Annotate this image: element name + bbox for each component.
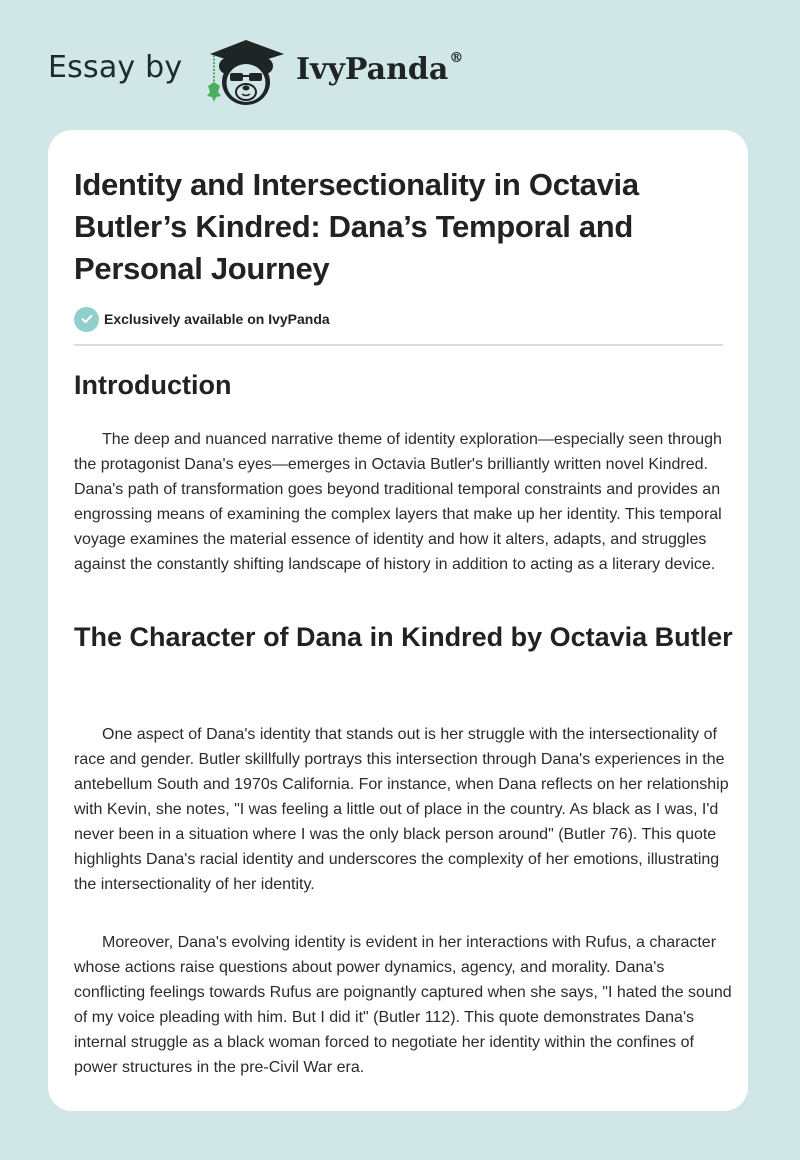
section-heading-character-of-dana: The Character of Dana in Kindred by Octavia Butler [74,622,733,652]
brand-text: IvyPanda [296,52,449,87]
exclusive-badge [74,306,330,332]
brand-name[interactable] [296,52,463,87]
section-heading-introduction: Introduction [74,370,232,400]
essay-card [48,130,748,1111]
character-paragraph-1: One aspect of Dana's identity that stands out is her struggle with the intersectionality of race and gender. Butler skillfully portrays this intersection through Dana's experiences in the antebellum South and 1970s California. For instance, when Dana reflects on her relationship with Kevin, she notes, "I was feeling a little out of place in the country. As black as I was, I'd never been in a situation where I was the only black person around" (Butler 76). This quote highlights Dana's racial identity and underscores the complexity of her emotions, illustrating the intersectionality of her identity. [74,726,729,893]
character-paragraph-2: Moreover, Dana's evolving identity is evident in her interactions with Rufus, a character whose actions raise questions about power dynamics, agency, and morality. Dana's conflicting feelings towards Rufus are poignantly captured when she says, "I hated the sound of my voice pleading with him. But I did it" (Butler 112). This quote demonstrates Dana's internal struggle as a black woman forced to negotiate her identity within the confines of power structures in the pre-Civil War era. [74,934,732,1076]
essay-title: Identity and Intersectionality in Octavia Butler’s Kindred: Dana’s Temporal and Personal Journey [74,167,639,286]
site-header [0,0,800,130]
essay-by-label: Essay by [48,50,183,85]
exclusive-label: Exclusively available on IvyPanda [104,311,330,327]
panda-graduation-cap-icon[interactable] [200,36,292,108]
title-divider [74,344,723,346]
registered-mark: ® [449,50,464,66]
check-circle-icon [74,307,99,332]
intro-paragraph: The deep and nuanced narrative theme of identity exploration—especially seen through the protagonist Dana's eyes—emerges in Octavia Butler's brilliantly written novel Kindred. Dana's path of transformation goes beyond traditional temporal constraints and provides an engrossing means of examining the complex layers that make up her identity. This temporal voyage examines the material essence of identity and how it alters, adapts, and struggles against the constantly shifting landscape of history in addition to acting as a literary device. [74,431,722,573]
